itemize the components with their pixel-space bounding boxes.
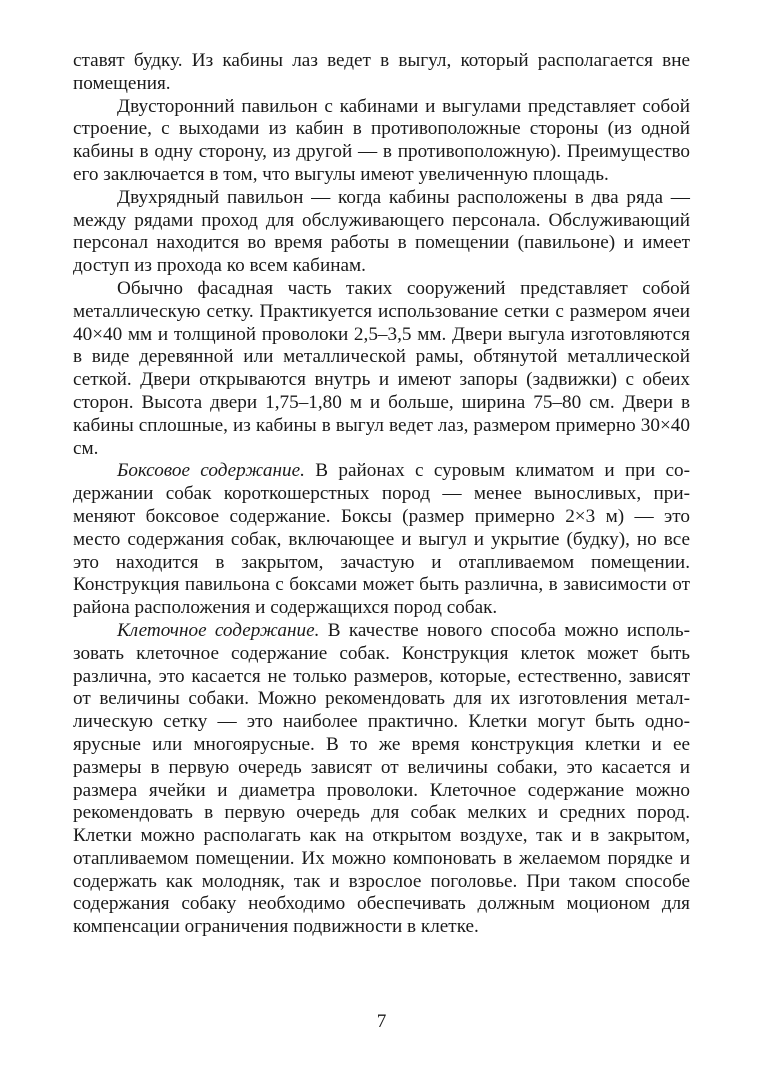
paragraph-box-keeping — [73, 460, 690, 620]
paragraph-text: ставят будку. Из кабины лаз ведет в выгул, который располагается вне помещения. — [73, 50, 690, 94]
paragraph-two-row-pavilion — [73, 187, 690, 278]
page-body — [73, 50, 690, 939]
paragraph-text: В районах с суровым климатом и при содержании собак короткошерстных пород — менее выносливых, применяют боксовое содержание. Боксы (размер примерно 2×3 м) — это место содержания собак, включающее и выгул и укрытие (будку), но все это находится в закрытом, зачастую и отапливаемом помещении. Конструкция павильона с боксами может быть различна, в зависимости от района расположения и содержащихся пород собак. — [73, 460, 690, 619]
paragraph-continuation — [73, 50, 690, 96]
paragraph-facade — [73, 278, 690, 460]
paragraph-run-in-heading: Боксовое содержание. — [117, 460, 305, 482]
paragraph-text: Двусторонний павильон с кабинами и выгулами представляет собой строение, с выходами из кабин в противоположные стороны (из одной кабины в одну сторону, из другой — в противоположную). Преимущество его заключается в том, что выгулы имеют увеличенную площадь. — [73, 95, 690, 185]
paragraph-cage-keeping — [73, 620, 690, 939]
paragraph-text: Двухрядный павильон — когда кабины расположены в два ряда — между рядами проход для обслуживающего персонала. Обслуживающий персонал находится во время работы в помещении (павильоне) и имеет доступ из прохода ко всем кабинам. — [73, 186, 690, 277]
paragraph-double-sided-pavilion — [73, 96, 690, 187]
paragraph-text: Обычно фасадная часть таких сооружений представляет собой металлическую сетку. Практикуется использование сетки с размером ячеи 40×40 мм и толщиной проволоки 2,5–3,5 мм. Двери выгула изготовляются в виде деревянной или металлической рамы, обтянутой металлической сеткой. Двери открываются внутрь и имеют запоры (задвижки) с обеих сторон. Высота двери 1,75–1,80 м и больше, ширина 75–80 см. Двери в кабины сплошные, из кабины в выгул ведет лаз, размером примерно 30×40 см. — [73, 277, 690, 459]
paragraph-run-in-heading: Клеточное содержание. — [117, 619, 320, 641]
paragraph-text: В качестве нового способа можно использовать клеточное содержание собак. Конструкция клеток может быть различна, это касается не только размеров, которые, естественно, зависят от величины собаки. Можно рекомендовать для их изготовления металлическую сетку — это наиболее практично. Клетки могут быть одноярусные или многоярусные. В то же время конструкция клетки и ее размеры в первую очередь зависят от величины собаки, это касается и размера ячейки и диаметра проволоки. Клеточное содержание можно рекомендовать в первую очередь для собак мелких и средних пород. Клетки можно располагать как на открытом воздухе, так и в закрытом, отапливаемом помещении. Их можно компоновать в желаемом порядке и содержать как молодняк, так и взрослое поголовье. При таком способе содержания собаку необходимо обеспечивать должным моционом для компенсации ограничения подвижности в клетке. — [73, 619, 690, 938]
page-number: 7 — [376, 1011, 387, 1032]
